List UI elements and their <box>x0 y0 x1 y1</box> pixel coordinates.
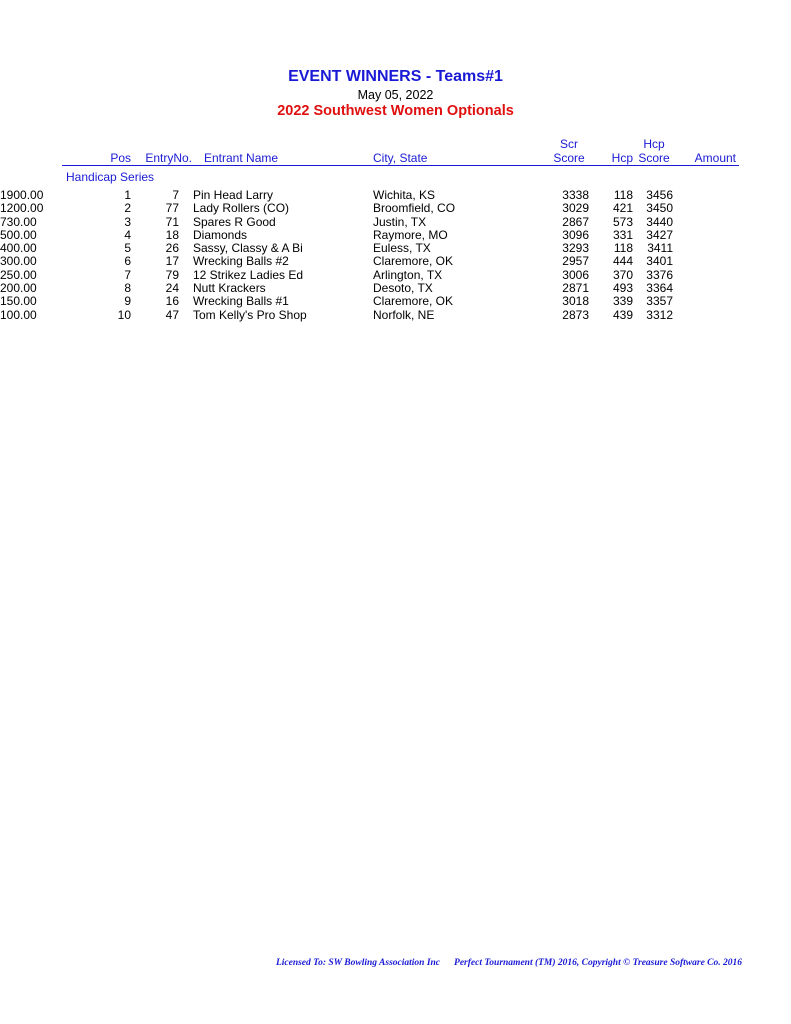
cell-city-state: Euless, TX <box>373 241 431 256</box>
cell-entry-no: 79 <box>165 267 179 282</box>
col-scr-header <box>549 137 589 165</box>
cell-hcp: 493 <box>612 281 633 296</box>
table-row <box>0 189 791 202</box>
cell-entrant-name: Wrecking Balls #2 <box>193 254 289 269</box>
cell-hcp: 339 <box>612 294 633 309</box>
results-table <box>0 189 791 322</box>
cell-city-state: Broomfield, CO <box>373 201 456 216</box>
table-row <box>0 282 791 295</box>
cell-entry-no: 24 <box>165 281 179 296</box>
cell-hcp-score: 3401 <box>646 254 673 269</box>
cell-city-state: Norfolk, NE <box>373 307 435 322</box>
cell-scr-score: 3338 <box>562 188 589 202</box>
cell-entrant-name: Spares R Good <box>193 214 276 229</box>
cell-entry-no: 77 <box>165 201 179 216</box>
cell-hcp-score: 3411 <box>647 241 673 256</box>
col-hscore-header <box>634 137 674 165</box>
cell-entrant-name: Diamonds <box>193 227 248 242</box>
cell-amount: 1900.00 <box>0 188 44 202</box>
cell-city-state: Raymore, MO <box>373 227 448 242</box>
cell-entrant-name: Sassy, Classy & A Bi <box>193 241 303 256</box>
cell-hcp-score: 3312 <box>646 307 673 322</box>
cell-city-state: Justin, TX <box>373 214 427 229</box>
cell-hcp-score: 3364 <box>646 281 673 296</box>
cell-scr-score: 3006 <box>562 267 589 282</box>
col-scr-header-bottom: Score <box>553 151 585 165</box>
col-city-header: City, State <box>373 151 428 165</box>
table-row <box>0 242 791 255</box>
cell-city-state: Desoto, TX <box>373 281 433 296</box>
event-date: May 05, 2022 <box>357 88 434 102</box>
cell-scr-score: 3096 <box>562 227 589 242</box>
cell-amount: 400.00 <box>0 241 37 256</box>
section-heading: Handicap Series <box>66 170 155 184</box>
cell-entrant-name: Lady Rollers (CO) <box>193 201 290 216</box>
cell-hcp: 421 <box>612 201 633 216</box>
footer <box>0 958 742 968</box>
cell-hcp-score: 3357 <box>646 294 673 309</box>
table-row <box>0 295 791 308</box>
col-amount-header: Amount <box>694 151 736 165</box>
table-row <box>0 229 791 242</box>
cell-scr-score: 2867 <box>562 214 589 229</box>
table-row <box>0 216 791 229</box>
table-row <box>0 269 791 282</box>
cell-city-state: Claremore, OK <box>373 294 454 309</box>
cell-entrant-name: Nutt Krackers <box>193 281 266 296</box>
cell-hcp: 118 <box>613 241 633 256</box>
table-row <box>0 309 791 322</box>
col-name-header: Entrant Name <box>204 151 279 165</box>
cell-amount: 150.00 <box>0 294 37 309</box>
footer-license: Licensed To: SW Bowling Association Inc <box>275 958 441 968</box>
cell-city-state: Arlington, TX <box>373 267 443 282</box>
cell-amount: 500.00 <box>0 227 37 242</box>
cell-entrant-name: Wrecking Balls #1 <box>193 294 289 309</box>
page-title: EVENT WINNERS - Teams#1 <box>288 68 503 85</box>
cell-entrant-name: 12 Strikez Ladies Ed <box>193 267 304 282</box>
cell-pos: 6 <box>124 254 131 269</box>
cell-pos: 8 <box>124 281 131 296</box>
cell-hcp: 439 <box>612 307 633 322</box>
cell-hcp-score: 3376 <box>646 267 673 282</box>
footer-copyright: Perfect Tournament (TM) 2016, Copyright © Treasure Software Co. 2016 <box>454 958 742 968</box>
cell-pos: 1 <box>124 188 131 202</box>
cell-pos: 10 <box>117 307 131 322</box>
cell-entry-no: 26 <box>165 241 179 256</box>
cell-amount: 200.00 <box>0 281 37 296</box>
cell-pos: 9 <box>124 294 131 309</box>
cell-amount: 100.00 <box>0 307 37 322</box>
cell-amount: 730.00 <box>0 214 37 229</box>
cell-city-state: Wichita, KS <box>373 188 436 202</box>
col-pos-header: Pos <box>110 151 131 165</box>
cell-entry-no: 71 <box>165 214 179 229</box>
cell-scr-score: 3293 <box>562 241 589 256</box>
cell-city-state: Claremore, OK <box>373 254 454 269</box>
cell-amount: 300.00 <box>0 254 37 269</box>
header-divider <box>62 165 739 166</box>
cell-hcp-score: 3450 <box>646 201 673 216</box>
cell-hcp: 331 <box>612 227 633 242</box>
cell-entrant-name: Pin Head Larry <box>193 188 274 202</box>
cell-entry-no: 7 <box>172 188 179 202</box>
cell-pos: 3 <box>124 214 131 229</box>
cell-pos: 7 <box>124 267 131 282</box>
cell-scr-score: 2957 <box>562 254 589 269</box>
col-scr-header-top: Scr <box>560 137 578 151</box>
cell-scr-score: 2871 <box>562 281 589 296</box>
col-hscore-header-bottom: Score <box>638 151 670 165</box>
table-row <box>0 202 791 215</box>
cell-scr-score: 3029 <box>562 201 589 216</box>
cell-pos: 5 <box>124 241 131 256</box>
cell-hcp: 370 <box>612 267 633 282</box>
cell-entry-no: 18 <box>165 227 179 242</box>
cell-scr-score: 3018 <box>562 294 589 309</box>
cell-entry-no: 47 <box>165 307 179 322</box>
cell-entry-no: 17 <box>165 254 179 269</box>
cell-entry-no: 16 <box>165 294 179 309</box>
cell-scr-score: 2873 <box>562 307 589 322</box>
cell-amount: 250.00 <box>0 267 37 282</box>
col-hscore-header-top: Hcp <box>643 137 665 151</box>
col-entry-header: EntryNo. <box>145 151 192 165</box>
cell-hcp-score: 3427 <box>646 227 673 242</box>
table-row <box>0 255 791 268</box>
cell-hcp: 444 <box>612 254 633 269</box>
cell-pos: 2 <box>124 201 131 216</box>
col-hcp-header: Hcp <box>611 151 633 165</box>
cell-hcp: 118 <box>613 188 633 202</box>
cell-entrant-name: Tom Kelly's Pro Shop <box>193 307 307 322</box>
cell-hcp-score: 3440 <box>646 214 673 229</box>
cell-hcp-score: 3456 <box>646 188 673 202</box>
cell-hcp: 573 <box>612 214 633 229</box>
cell-amount: 1200.00 <box>0 201 44 216</box>
cell-pos: 4 <box>124 227 131 242</box>
event-name: 2022 Southwest Women Optionals <box>277 103 514 119</box>
